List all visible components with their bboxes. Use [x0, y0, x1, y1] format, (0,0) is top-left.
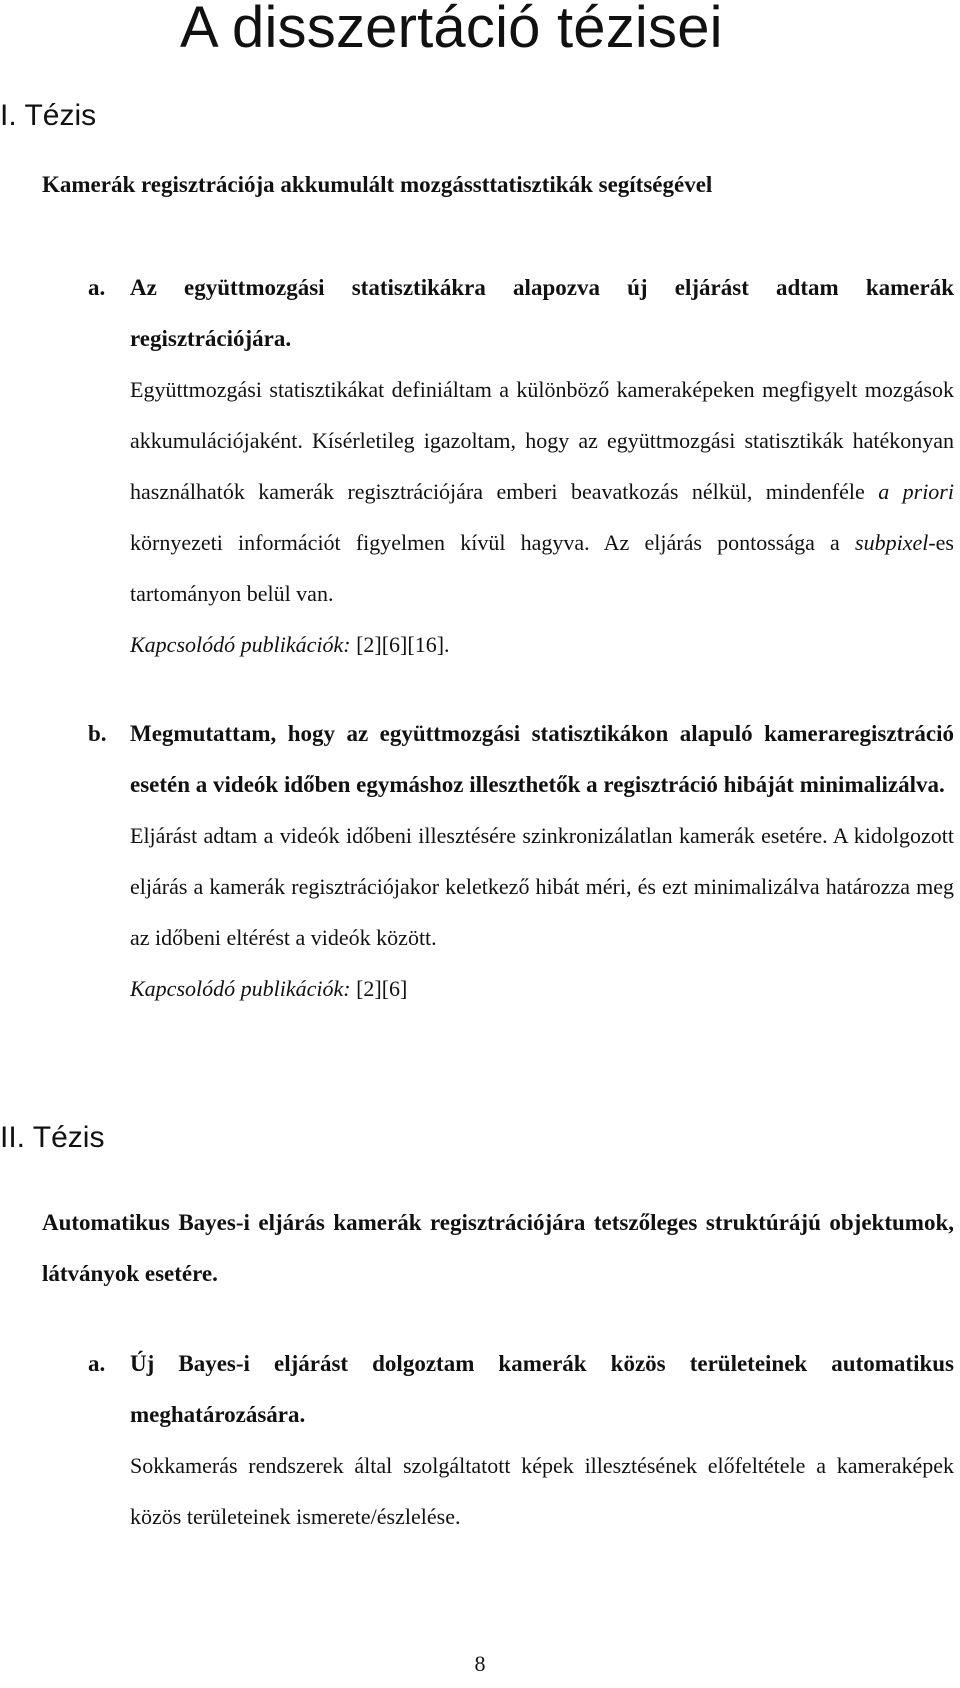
related-publications	[130, 963, 954, 1014]
thesis-2-heading: II. Tézis	[0, 1121, 105, 1154]
thesis-2-subtitle: Automatikus Bayes-i eljárás kamerák regisztrációjára tetszőleges struktúrájú objektumok, látványok esetére.	[42, 1210, 954, 1286]
item-body	[130, 708, 954, 1014]
item-claim: Az együttmozgási statisztikákra alapozva új eljárást adtam kamerák regisztrációjára.	[130, 275, 954, 351]
related-publications-refs: [2][6][16].	[350, 632, 450, 657]
paragraph-text: -es tartományon belül van.	[130, 530, 954, 606]
thesis-1-item-b	[88, 708, 954, 1014]
thesis-1-subtitle: Kamerák regisztrációja akkumulált mozgássttatisztikák segítségével	[42, 172, 713, 197]
related-publications	[130, 619, 954, 670]
related-publications-label: Kapcsolódó publikációk:	[130, 976, 351, 1001]
item-marker: a.	[88, 1351, 106, 1376]
document-title: A disszertáció tézisei	[180, 0, 723, 60]
item-claim: Új Bayes-i eljárást dolgoztam kamerák közös területeinek automatikus meghatározására.	[130, 1351, 954, 1427]
italic-term-subpixel: subpixel	[855, 530, 929, 555]
paragraph-text: Együttmozgási statisztikákat definiáltam a különböző kameraképeken megfigyelt mozgások akkumulációjaként. Kísérletileg igazoltam, hogy az együttmozgási statisztikák hatékonyan használhatók kamerák regisztrációjára emberi beavatkozás nélkül, mindenféle	[130, 377, 954, 504]
item-marker: a.	[88, 275, 106, 300]
thesis-2-item-a	[88, 1338, 954, 1542]
item-marker: b.	[88, 721, 107, 746]
related-publications-refs: [2][6]	[350, 976, 408, 1001]
thesis-1-heading: I. Tézis	[0, 99, 97, 132]
item-body	[130, 262, 954, 670]
paragraph-text: környezeti információt figyelmen kívül hagyva. Az eljárás pontossága a	[130, 530, 856, 555]
related-publications-label: Kapcsolódó publikációk:	[130, 632, 351, 657]
item-body	[130, 1338, 954, 1542]
page-number: 8	[474, 1651, 486, 1676]
item-paragraph	[130, 364, 954, 619]
item-paragraph: Eljárást adtam a videók időbeni illesztésére szinkronizálatlan kamerák esetére. A kidolgozott eljárás a kamerák regisztrációjakor keletkező hibát méri, és ezt minimalizálva határozza meg az időbeni eltérést a videók között.	[130, 823, 954, 950]
item-claim: Megmutattam, hogy az együttmozgási statisztikákon alapuló kameraregisztráció esetén a videók időben egymáshoz illeszthetők a regisztráció hibáját minimalizálva.	[130, 721, 954, 797]
thesis-1-item-a	[88, 262, 954, 670]
italic-term-a-priori: a priori	[878, 479, 954, 504]
item-paragraph: Sokkamerás rendszerek által szolgáltatott képek illesztésének előfeltétele a kameraképek közös területeinek ismerete/észlelése.	[130, 1453, 954, 1529]
